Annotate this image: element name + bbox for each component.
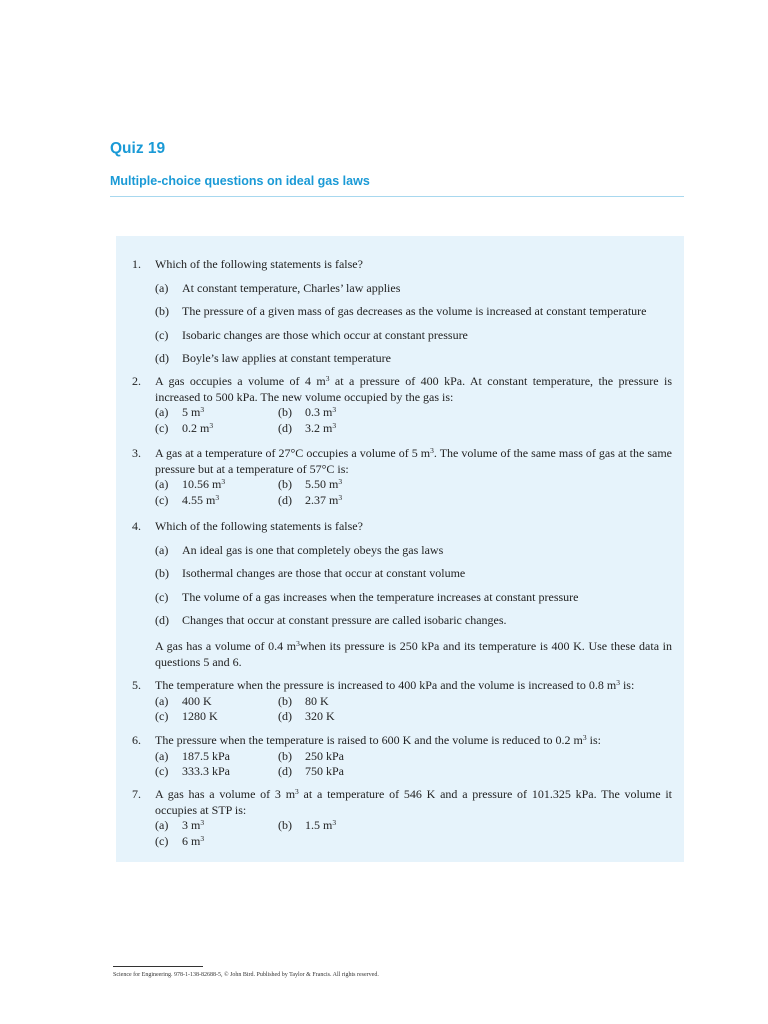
stem-text: is: <box>619 678 635 692</box>
option-label: (a) <box>155 818 169 832</box>
option-value: 0.3 m <box>305 405 333 419</box>
option-superscript: 3 <box>200 405 205 414</box>
option-a[interactable] <box>155 694 212 710</box>
option-superscript: 3 <box>221 477 226 486</box>
copyright-footer: Science for Engineering. 978-1-138-82688-5, © John Bird. Published by Taylor & Francis. All rights reserved. <box>113 972 379 978</box>
option-label: (c) <box>155 709 169 723</box>
question-stem <box>155 678 672 694</box>
question-number: 6. <box>132 733 141 747</box>
stem-text: at a pressure of 400 kPa. At constant temperature, the pressure is increased to 500 kPa. The new volume occupied by the gas is: <box>155 374 672 404</box>
option-c[interactable] <box>155 493 219 509</box>
question-1 <box>132 257 672 375</box>
option-text: The volume of a gas increases when the temperature increases at constant pressure <box>182 589 579 604</box>
option-c[interactable] <box>155 590 672 614</box>
option-text: An ideal gas is one that completely obeys the gas laws <box>182 542 444 557</box>
option-value: 400 K <box>182 693 212 708</box>
option-c[interactable] <box>155 709 218 725</box>
option-label: (a) <box>155 477 169 491</box>
option-label: (b) <box>155 304 169 318</box>
option-superscript: 3 <box>332 405 337 414</box>
option-d[interactable] <box>278 493 342 509</box>
option-b[interactable] <box>278 749 344 765</box>
option-grid <box>155 818 672 849</box>
option-label: (d) <box>278 420 292 435</box>
stem-superscript: 3 <box>582 733 587 742</box>
option-label: (d) <box>278 764 292 778</box>
option-label: (a) <box>155 748 169 763</box>
option-value: 10.56 m <box>182 477 222 491</box>
option-text: Changes that occur at constant pressure are called isobaric changes. <box>182 613 507 627</box>
option-value: 3 m <box>182 818 201 832</box>
stem-superscript: 3 <box>295 787 299 796</box>
option-label: (a) <box>155 405 169 419</box>
option-d[interactable] <box>278 421 336 437</box>
option-superscript: 3 <box>332 818 337 827</box>
question-stem: Which of the following statements is false? <box>155 257 363 271</box>
option-label: (a) <box>155 693 169 708</box>
question-6 <box>132 733 672 780</box>
option-text: The pressure of a given mass of gas decreases as the volume is increased at constant temperature <box>182 304 647 318</box>
note-text: when its pressure is 250 kPa and its temperature is 400 K. Use these data in questions 5 and 6. <box>155 639 672 669</box>
option-text: Isobaric changes are those which occur at constant pressure <box>182 327 468 342</box>
question-2 <box>132 374 672 436</box>
option-b[interactable] <box>155 566 672 590</box>
option-value: 4.55 m <box>182 492 216 507</box>
option-value: 6 m <box>182 833 201 848</box>
option-label: (b) <box>278 405 292 419</box>
question-5 <box>132 678 672 725</box>
option-value: 1.5 m <box>305 818 333 832</box>
question-stem <box>155 374 672 405</box>
option-a[interactable] <box>155 749 230 765</box>
option-value: 320 K <box>305 709 335 723</box>
option-grid <box>155 477 672 508</box>
option-label: (b) <box>155 566 169 580</box>
question-3 <box>132 446 672 508</box>
stem-text: at a temperature of 546 K and a pressure of 101.325 kPa. The volume it occupies at STP is: <box>155 787 672 817</box>
option-list <box>155 543 672 637</box>
option-value: 1280 K <box>182 709 218 723</box>
option-value: 5.50 m <box>305 477 339 491</box>
shared-data-note <box>155 639 672 670</box>
stem-text: A gas at a temperature of 27°C occupies a volume of 5 m <box>155 446 431 460</box>
option-grid <box>155 749 672 780</box>
stem-text: A gas has a volume of 3 m <box>155 787 296 801</box>
option-label: (a) <box>155 542 169 557</box>
stem-text: . The volume of the same mass of gas at the same pressure but at a temperature of 57°C is: <box>155 446 673 476</box>
stem-text: The pressure when the temperature is raised to 600 K and the volume is reduced to 0.2 m <box>155 733 583 747</box>
option-d[interactable] <box>155 613 672 637</box>
quiz-title: Quiz 19 <box>110 140 166 157</box>
option-value: 5 m <box>182 405 201 419</box>
option-value: 0.2 m <box>182 420 210 435</box>
option-label: (c) <box>155 327 169 342</box>
option-label: (c) <box>155 492 169 507</box>
option-b[interactable] <box>278 818 336 834</box>
option-list <box>155 281 672 375</box>
option-c[interactable] <box>155 834 204 850</box>
option-label: (d) <box>278 709 292 723</box>
option-d[interactable] <box>278 764 344 780</box>
option-label: (d) <box>278 492 292 507</box>
option-value: 2.37 m <box>305 492 339 507</box>
option-a[interactable] <box>155 543 672 567</box>
option-label: (c) <box>155 764 169 778</box>
option-a[interactable] <box>155 281 672 305</box>
note-superscript: 3 <box>296 639 300 648</box>
option-a[interactable] <box>155 477 225 493</box>
option-label: (b) <box>278 818 292 832</box>
option-superscript: 3 <box>338 477 343 486</box>
stem-superscript: 3 <box>325 374 330 383</box>
question-number: 2. <box>132 374 141 388</box>
header-divider <box>110 196 684 197</box>
stem-text: A gas occupies a volume of 4 m <box>155 374 326 388</box>
option-superscript: 3 <box>200 818 205 827</box>
option-superscript: 3 <box>338 492 343 502</box>
option-text: At constant temperature, Charles’ law applies <box>182 280 401 295</box>
option-value: 80 K <box>305 693 329 708</box>
question-stem <box>155 733 672 749</box>
option-grid <box>155 694 672 725</box>
option-value: 187.5 kPa <box>182 748 230 763</box>
option-value: 3.2 m <box>305 420 333 435</box>
option-superscript: 3 <box>215 492 220 502</box>
question-stem <box>155 787 672 818</box>
question-4 <box>132 519 672 637</box>
option-b[interactable] <box>278 405 336 421</box>
note-text: A gas has a volume of 0.4 m <box>155 639 297 653</box>
option-superscript: 3 <box>209 420 214 430</box>
stem-text: is: <box>586 733 601 747</box>
option-label: (c) <box>155 420 169 435</box>
question-number: 4. <box>132 519 141 533</box>
option-b[interactable] <box>278 694 329 710</box>
question-7 <box>132 787 672 849</box>
option-label: (c) <box>155 589 169 604</box>
option-label: (a) <box>155 280 169 295</box>
option-grid <box>155 405 672 436</box>
option-label: (b) <box>278 693 292 708</box>
option-a[interactable] <box>155 818 204 834</box>
stem-text: The temperature when the pressure is increased to 400 kPa and the volume is increased to 0.8 m <box>155 678 617 692</box>
question-number: 7. <box>132 787 141 801</box>
option-superscript: 3 <box>332 420 337 430</box>
option-label: (b) <box>278 748 292 763</box>
option-value: 750 kPa <box>305 764 344 778</box>
question-stem: Which of the following statements is false? <box>155 519 363 533</box>
quiz-subtitle: Multiple-choice questions on ideal gas laws <box>110 174 370 188</box>
option-c[interactable] <box>155 421 213 437</box>
option-value: 250 kPa <box>305 748 344 763</box>
option-a[interactable] <box>155 405 204 421</box>
option-value: 333.3 kPa <box>182 764 230 778</box>
stem-superscript: 3 <box>430 446 434 455</box>
option-c[interactable] <box>155 328 672 352</box>
option-text: Isothermal changes are those that occur at constant volume <box>182 566 466 580</box>
option-label: (d) <box>155 351 169 365</box>
option-d[interactable] <box>278 709 335 725</box>
option-b[interactable] <box>278 477 342 493</box>
option-d[interactable] <box>155 351 672 375</box>
option-text: Boyle’s law applies at constant temperature <box>182 351 391 365</box>
question-number: 3. <box>132 446 141 460</box>
option-b[interactable] <box>155 304 672 328</box>
footer-divider <box>113 966 203 967</box>
question-number: 5. <box>132 678 141 692</box>
question-number: 1. <box>132 257 141 271</box>
question-stem <box>155 446 672 477</box>
option-label: (c) <box>155 833 169 848</box>
option-c[interactable] <box>155 764 230 780</box>
option-label: (d) <box>155 613 169 627</box>
option-label: (b) <box>278 477 292 491</box>
stem-superscript: 3 <box>616 678 620 687</box>
option-superscript: 3 <box>200 833 205 843</box>
